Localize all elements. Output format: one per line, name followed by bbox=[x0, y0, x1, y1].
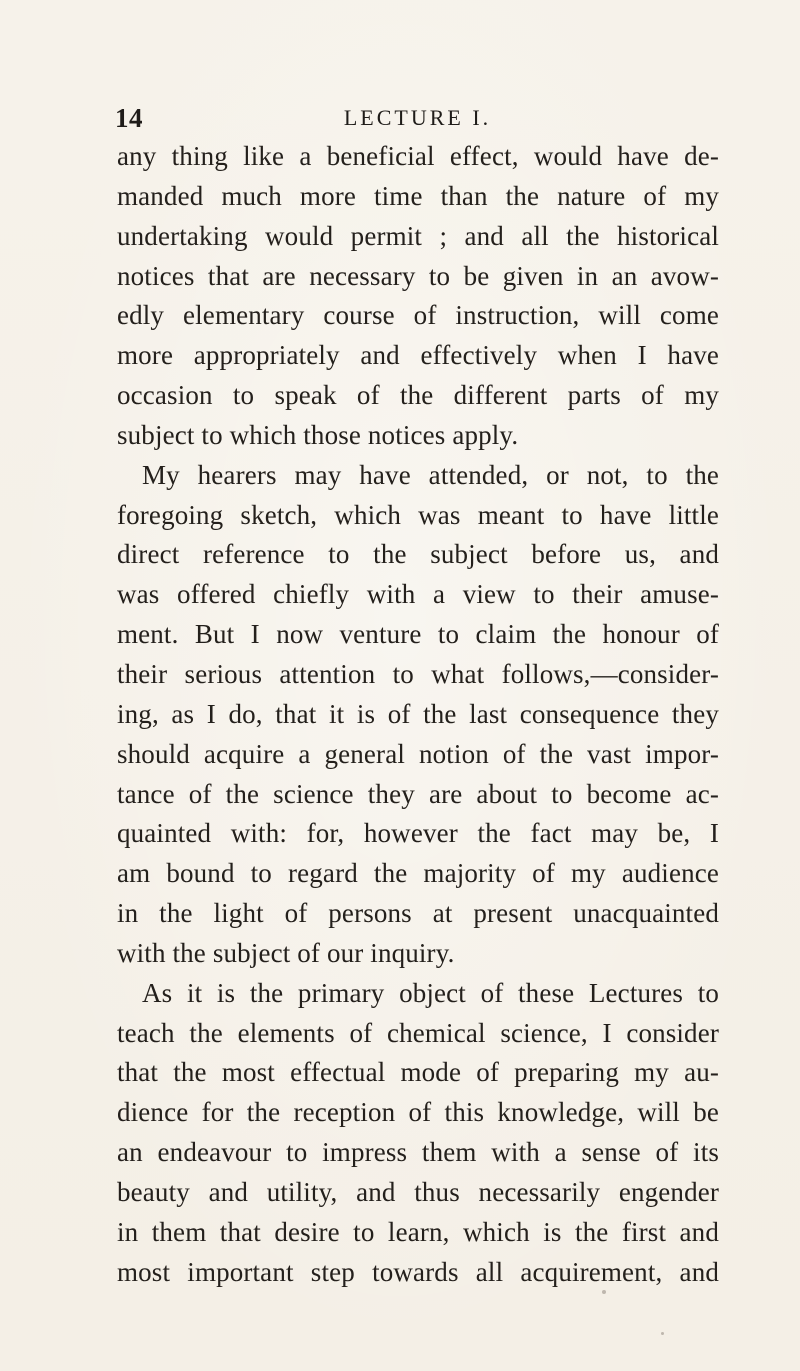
page-number: 14 bbox=[115, 103, 143, 133]
text-line: manded much more time than the nature of my bbox=[117, 180, 719, 211]
text-line: As it is the primary object of these Lectures to bbox=[142, 977, 719, 1008]
text-line: ing, as I do, that it is of the last consequence they bbox=[117, 698, 719, 729]
text-line: tance of the science they are about to become ac- bbox=[117, 778, 719, 809]
text-line: foregoing sketch, which was meant to have little bbox=[117, 499, 719, 530]
text-line: their serious attention to what follows,—consider- bbox=[117, 658, 719, 689]
text-line: teach the elements of chemical science, I consider bbox=[117, 1017, 719, 1048]
text-line: with the subject of our inquiry. bbox=[117, 937, 455, 968]
text-line: notices that are necessary to be given in an avow- bbox=[117, 260, 719, 291]
running-title: LECTURE I. bbox=[343, 105, 492, 130]
text-line: ment. But I now venture to claim the honour of bbox=[117, 619, 719, 650]
text-line: dience for the reception of this knowledge, will be bbox=[117, 1097, 719, 1128]
text-line: an endeavour to impress them with a sense of its bbox=[117, 1137, 719, 1168]
text-line: direct reference to the subject before us, and bbox=[117, 539, 719, 570]
text-line: subject to which those notices apply. bbox=[117, 419, 519, 450]
text-line: undertaking would permit ; and all the historical bbox=[117, 220, 719, 251]
text-line: was offered chiefly with a view to their amuse- bbox=[117, 579, 719, 610]
text-line: quainted with: for, however the fact may be, I bbox=[117, 818, 719, 849]
text-line: in them that desire to learn, which is the first and bbox=[117, 1216, 719, 1247]
running-head bbox=[115, 98, 720, 138]
text-line: am bound to regard the majority of my audience bbox=[117, 858, 719, 889]
text-line: beauty and utility, and thus necessarily engender bbox=[117, 1176, 719, 1207]
text-line: most important step towards all acquirement, and bbox=[117, 1256, 719, 1287]
ink-speck bbox=[661, 1332, 664, 1335]
text-line: in the light of persons at present unacquainted bbox=[117, 898, 719, 929]
ink-speck bbox=[602, 1290, 606, 1294]
text-line: My hearers may have attended, or not, to the bbox=[142, 459, 719, 490]
text-line: any thing like a beneficial effect, would have de- bbox=[117, 141, 719, 171]
body-text bbox=[117, 137, 719, 1292]
text-line: that the most effectual mode of preparing my au- bbox=[117, 1057, 719, 1088]
text-line: should acquire a general notion of the vast impor- bbox=[117, 738, 719, 769]
text-line: edly elementary course of instruction, will come bbox=[117, 300, 719, 331]
text-line: occasion to speak of the different parts of my bbox=[117, 380, 719, 411]
text-line: more appropriately and effectively when I have bbox=[117, 340, 719, 371]
